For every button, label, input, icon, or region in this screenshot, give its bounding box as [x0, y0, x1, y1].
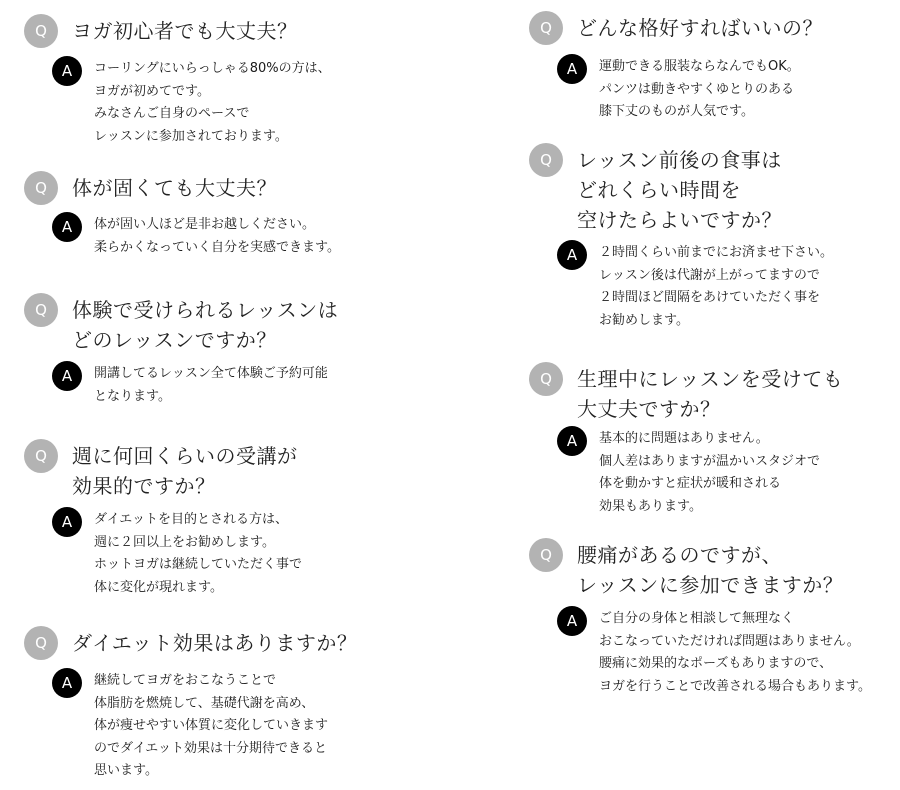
question-badge: Q [529, 362, 563, 396]
answer-badge: A [557, 426, 587, 456]
question-text: 週に何回くらいの受講が 効果的ですか？ [72, 444, 298, 498]
question-badge: Q [529, 143, 563, 177]
question-text: レッスン前後の食事は どれくらい時間を 空けたらよいですか？ [577, 148, 782, 232]
answer-text: 体が固い人ほど是非お越しください。 柔らかくなっていく自分を実感できます。 [94, 217, 340, 255]
question-text: 体が固くても大丈夫？ [72, 176, 277, 200]
answer-text: 基本的に問題はありません。 個人差はありますが温かいスタジオで 体を動かすと症状が暖和される 効果もあります。 [599, 431, 821, 514]
answer-badge: A [52, 668, 82, 698]
answer-text: 継続してヨガをおこなうことで 体脂肪を燃焼して、基礎代謝を高め、 体が痩せやすい体質に変化していきます のでダイエット効果は十分期待できると 思います。 [94, 673, 329, 778]
question-badge: Q [24, 14, 58, 48]
answer-text: 運動できる服装ならなんでもOK。 パンツは動きやすくゆとりのある 膝下丈のものが人気です。 [599, 59, 800, 119]
question-text: ヨガ初心者でも大丈夫？ [72, 19, 298, 43]
answer-text: コーリングにいらっしゃる80%の方は、 ヨガが初めてです。 みなさんご自身のペースで レッスンに参加されております。 [94, 61, 331, 144]
question-badge: Q [24, 439, 58, 473]
question-badge: Q [24, 171, 58, 205]
question-badge: Q [24, 293, 58, 327]
answer-text: 開講してるレッスン全て体験ご予約可能 となります。 [94, 366, 328, 404]
answer-text: ご自分の身体と相談して無理なく おこなっていただければ問題はありません。 腰痛に効果的なポーズもありますので、 ヨガを行うことで改善される場合もあります。 [599, 611, 871, 694]
answer-badge: A [557, 240, 587, 270]
answer-text: ２時間くらい前までにお済ませ下さい。 レッスン後は代謝が上がってますので ２時間ほど間隔をあけていただく事を お勧めします。 [599, 245, 834, 328]
answer-badge: A [52, 56, 82, 86]
question-text: 腰痛があるのですが、 レッスンに参加できますか？ [577, 543, 844, 597]
question-badge: Q [24, 626, 58, 660]
question-badge: Q [529, 11, 563, 45]
answer-badge: A [557, 54, 587, 84]
answer-badge: A [52, 507, 82, 537]
answer-text: ダイエットを目的とされる方は、 週に２回以上をお勧めします。 ホットヨガは継続していただく事で 体に変化が現れます。 [94, 512, 303, 595]
question-badge: Q [529, 538, 563, 572]
question-text: 体験で受けられるレッスンは どのレッスンですか？ [72, 298, 339, 352]
question-text: ダイエット効果はありますか？ [72, 631, 358, 655]
answer-badge: A [52, 212, 82, 242]
answer-badge: A [557, 606, 587, 636]
question-text: どんな格好すればいいの？ [577, 16, 823, 40]
answer-badge: A [52, 361, 82, 391]
question-text: 生理中にレッスンを受けても 大丈夫ですか？ [577, 367, 844, 421]
